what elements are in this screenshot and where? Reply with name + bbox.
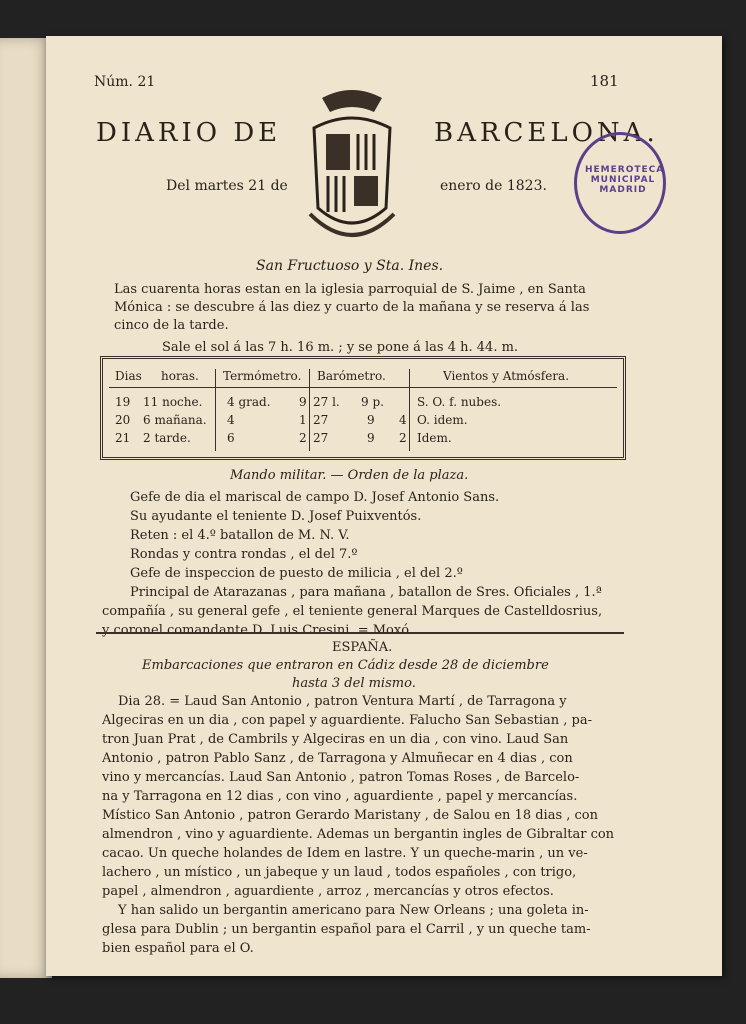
library-stamp bbox=[574, 132, 666, 234]
forty-hours-line: cinco de la tarde. bbox=[114, 318, 229, 333]
table-header: Termómetro. bbox=[223, 369, 302, 383]
espana-line: Místico San Antonio , patron Gerardo Maristany , de Salou en 18 dias , con bbox=[102, 808, 599, 823]
newspaper-page bbox=[46, 36, 722, 976]
table-cell: 27 bbox=[313, 431, 329, 445]
espana-line: Y han salido un bergantin americano para New Orleans ; una goleta in- bbox=[118, 903, 589, 918]
military-line: y coronel comandante D. Luis Cresini. = Moxó. bbox=[102, 623, 413, 638]
table-cell: 9 bbox=[299, 395, 307, 409]
military-line: Su ayudante el teniente D. Josef Puixventós. bbox=[130, 509, 422, 524]
date-left: Del martes 21 de bbox=[166, 178, 288, 194]
forty-hours-line: Las cuarenta horas estan en la iglesia parroquial de S. Jaime , en Santa bbox=[114, 282, 586, 297]
military-line: Reten : el 4.º batallon de M. N. V. bbox=[130, 528, 350, 543]
table-cell: 6 mañana. bbox=[143, 413, 207, 427]
espana-subheading: hasta 3 del mismo. bbox=[292, 676, 416, 691]
military-line: Gefe de dia el mariscal de campo D. Josef Antonio Sans. bbox=[130, 490, 500, 505]
weather-table bbox=[100, 356, 626, 460]
masthead-right: BARCELONA. bbox=[434, 118, 659, 148]
table-cell: O. idem. bbox=[417, 413, 468, 427]
table-cell: 4 bbox=[227, 413, 235, 427]
table-cell: 1 bbox=[299, 413, 307, 427]
table-cell: 4 bbox=[399, 413, 407, 427]
table-divider bbox=[309, 369, 310, 451]
table-cell: 9 bbox=[367, 413, 375, 427]
table-header: Barómetro. bbox=[317, 369, 386, 383]
table-divider bbox=[409, 369, 410, 451]
section-rule bbox=[96, 632, 624, 634]
espana-line: tron Juan Prat , de Cambrils y Algeciras en un dia , con vino. Laud San bbox=[102, 732, 569, 747]
table-cell: 9 bbox=[367, 431, 375, 445]
date-right: enero de 1823. bbox=[440, 178, 547, 194]
military-line: Principal de Atarazanas , para mañana , batallon de Sres. Oficiales , 1.ª bbox=[130, 585, 602, 600]
table-cell: 2 tarde. bbox=[143, 431, 191, 445]
espana-line: vino y mercancías. Laud San Antonio , patron Tomas Roses , de Barcelo- bbox=[102, 770, 580, 785]
military-line: Rondas y contra rondas , el del 7.º bbox=[130, 547, 358, 562]
espana-line: papel , almendron , aguardiente , arroz , mercancías y otros efectos. bbox=[102, 884, 554, 899]
stamp-text: HEMEROTECA MUNICIPAL MADRID bbox=[585, 165, 665, 195]
table-cell: 21 bbox=[115, 431, 131, 445]
table-rule bbox=[109, 387, 617, 388]
table-cell: 2 bbox=[399, 431, 407, 445]
saints-of-day: San Fructuoso y Sta. Ines. bbox=[256, 258, 444, 274]
table-header: Dias bbox=[115, 369, 142, 383]
table-cell: 4 grad. bbox=[227, 395, 271, 409]
military-heading: Mando militar. — Orden de la plaza. bbox=[230, 468, 469, 483]
table-cell: 19 bbox=[115, 395, 131, 409]
table-cell: 9 p. bbox=[361, 395, 384, 409]
table-cell: S. O. f. nubes. bbox=[417, 395, 502, 409]
espana-line: na y Tarragona en 12 dias , con vino , aguardiente , papel y mercancías. bbox=[102, 789, 578, 804]
issue-number: Núm. 21 bbox=[94, 74, 156, 90]
military-line: compañía , su general gefe , el teniente general Marques de Castelldosrius, bbox=[102, 604, 603, 619]
table-cell: Idem. bbox=[417, 431, 452, 445]
table-header: horas. bbox=[161, 369, 199, 383]
table-cell: 27 bbox=[313, 413, 329, 427]
espana-line: cacao. Un queche holandes de Idem en lastre. Y un queche-marin , un ve- bbox=[102, 846, 588, 861]
espana-line: Algeciras en un dia , con papel y aguardiente. Falucho San Sebastian , pa- bbox=[102, 713, 592, 728]
espana-heading: ESPAÑA. bbox=[332, 640, 393, 655]
espana-line: almendron , vino y aguardiente. Ademas un bergantin ingles de Gibraltar con bbox=[102, 827, 615, 842]
espana-line: glesa para Dublin ; un bergantin español para el Carril , y un queche tam- bbox=[102, 922, 591, 937]
military-line: Gefe de inspeccion de puesto de milicia , el del 2.º bbox=[130, 566, 463, 581]
espana-line: bien español para el O. bbox=[102, 941, 254, 956]
espana-line: lachero , un místico , un jabeque y un laud , todos españoles , con trigo, bbox=[102, 865, 577, 880]
facing-page-edge bbox=[0, 38, 52, 978]
table-cell: 2 bbox=[299, 431, 307, 445]
forty-hours-line: Mónica : se descubre á las diez y cuarto de la mañana y se reserva á las bbox=[114, 300, 590, 315]
masthead-left: DIARIO DE bbox=[96, 118, 282, 148]
sunrise-sunset: Sale el sol á las 7 h. 16 m. ; y se pone á las 4 h. 44. m. bbox=[162, 340, 519, 355]
table-header: Vientos y Atmósfera. bbox=[443, 369, 570, 383]
table-cell: 11 noche. bbox=[143, 395, 203, 409]
coat-of-arms-icon bbox=[304, 88, 400, 248]
espana-line: Dia 28. = Laud San Antonio , patron Ventura Martí , de Tarragona y bbox=[118, 694, 567, 709]
espana-line: Antonio , patron Pablo Sanz , de Tarragona y Almuñecar en 4 dias , con bbox=[102, 751, 573, 766]
table-cell: 6 bbox=[227, 431, 235, 445]
espana-subheading: Embarcaciones que entraron en Cádiz desde 28 de diciembre bbox=[142, 658, 549, 673]
page-number: 181 bbox=[590, 72, 619, 90]
table-cell: 27 l. bbox=[313, 395, 340, 409]
table-divider bbox=[215, 369, 216, 451]
table-cell: 20 bbox=[115, 413, 131, 427]
